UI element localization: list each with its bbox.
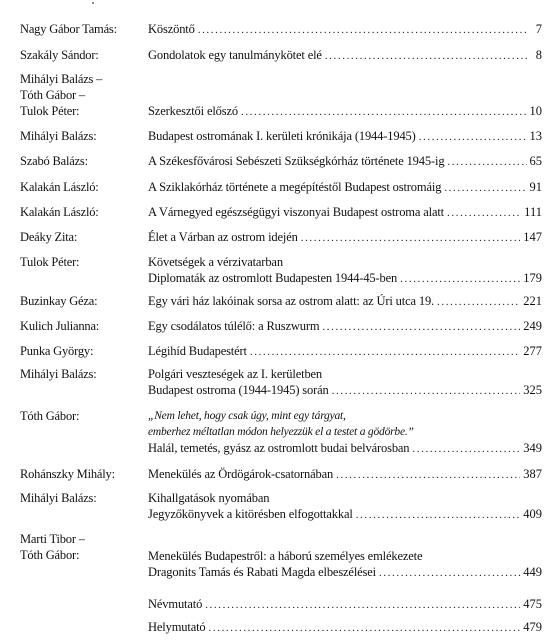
toc-title: A Sziklakórház története a megépítéstől Budapest ostromáig (148, 180, 442, 194)
toc-title: Élet a Várban az ostrom idején (148, 230, 298, 244)
toc-title: Egy vári ház lakóinak sorsa az ostrom alatt: az Úri utca 19. (148, 294, 435, 308)
author-line: Szabó Balázs: (20, 154, 88, 168)
toc-title-block (148, 366, 542, 399)
author-line: Tóth Gábor: (20, 548, 80, 562)
toc-page-number: 325 (523, 383, 542, 397)
author-line: Kalakán László: (20, 205, 99, 219)
toc-author (20, 153, 142, 169)
toc-title: Névmutató (148, 597, 203, 611)
toc-title-block (148, 21, 542, 38)
dot-leader (437, 294, 520, 310)
toc-title-block (148, 254, 542, 287)
toc-title-block (148, 103, 542, 120)
toc-page-number: 13 (529, 129, 542, 143)
toc-quote-line: emberhez méltatlan módon helyezzük el a testet a gödörbe.” (148, 426, 414, 438)
toc-author (20, 128, 142, 144)
toc-title: Budapest ostromának I. kerületi krónikája (1944-1945) (148, 129, 416, 143)
toc-author (20, 531, 142, 563)
dot-leader (379, 565, 520, 581)
toc-title: Dragonits Tamás és Rabati Magda elbeszélései (148, 565, 376, 579)
author-line: Tulok Péter: (20, 104, 80, 118)
toc-page-number: 179 (523, 271, 542, 285)
dot-leader (325, 48, 527, 64)
dot-leader (447, 205, 521, 221)
author-line: Marti Tibor – (20, 532, 85, 546)
toc-page-number: 8 (535, 48, 542, 62)
toc-page-number: 147 (523, 230, 542, 244)
toc-author (20, 21, 142, 37)
toc-subtitle: Polgári veszteségek az I. kerületben (148, 367, 323, 381)
toc-author (20, 204, 142, 220)
author-line: Mihályi Balázs: (20, 367, 97, 381)
dot-leader (209, 620, 521, 636)
toc-subtitle: Követségek a vérzivatarban (148, 255, 283, 269)
toc-title-line[interactable] (148, 153, 542, 170)
dot-leader (205, 597, 520, 613)
toc-title-line[interactable] (148, 596, 542, 613)
toc-title-block (148, 293, 542, 310)
toc-author (20, 179, 142, 195)
toc-title: Helymutató (148, 620, 206, 634)
toc-subtitle: Menekülés Budapestről: a háború személyes emlékezete (148, 549, 423, 563)
toc-page-number: 65 (529, 154, 542, 168)
toc-page-number: 409 (523, 507, 542, 521)
author-line: Kulich Julianna: (20, 319, 100, 333)
toc-title-block (148, 204, 542, 221)
toc-page-number: 10 (529, 104, 542, 118)
toc-title-block (148, 229, 542, 246)
toc-title-block (148, 596, 542, 613)
dot-leader (301, 230, 521, 246)
toc-title-block (148, 179, 542, 196)
toc-page-number: 479 (523, 620, 542, 634)
dot-leader (250, 344, 520, 360)
toc-author (20, 490, 142, 506)
toc-quote-line: „Nem lehet, hogy csak úgy, mint egy tárgyat, (148, 410, 346, 422)
author-line: Deáky Zita: (20, 230, 78, 244)
toc-title-line[interactable] (148, 343, 542, 360)
toc-title: Légihíd Budapestért (148, 344, 247, 358)
toc-page-number: 449 (523, 565, 542, 579)
toc-title-line[interactable] (148, 440, 542, 457)
author-line: Mihályi Balázs – (20, 72, 103, 86)
toc-page-number: 7 (535, 22, 542, 36)
toc-title-line[interactable] (148, 506, 542, 523)
dot-leader (336, 467, 520, 483)
toc-page-number: 111 (524, 205, 542, 219)
toc-title: Egy csodálatos túlélő: a Ruszwurm (148, 319, 320, 333)
dot-leader (356, 507, 521, 523)
toc-title-block (148, 128, 542, 145)
toc-title: Halál, temetés, gyász az ostromlott budai belvárosban (148, 441, 410, 455)
toc-page-number: 475 (523, 597, 542, 611)
author-line: Mihályi Balázs: (20, 129, 97, 143)
toc-author (20, 71, 142, 119)
author-line: Tóth Gábor: (20, 409, 80, 423)
toc-title-line[interactable] (148, 128, 542, 145)
toc-title-block (148, 548, 542, 581)
dot-leader (198, 22, 527, 38)
toc-title-line[interactable] (148, 318, 542, 335)
author-line: Tóth Gábor – (20, 88, 85, 102)
author-line: Nagy Gábor Tamás: (20, 22, 117, 36)
dot-leader (412, 441, 520, 457)
toc-title-block (148, 47, 542, 64)
toc-author (20, 343, 142, 359)
author-line: Tulok Péter: (20, 255, 80, 269)
dot-leader (332, 383, 521, 399)
toc-author (20, 318, 142, 334)
author-line: Szakály Sándor: (20, 48, 99, 62)
author-line: Mihályi Balázs: (20, 491, 97, 505)
toc-title: Budapest ostroma (1944-1945) során (148, 383, 329, 397)
toc-page-number: 221 (523, 294, 542, 308)
toc-title-block (148, 466, 542, 483)
author-line: Buzinkay Géza: (20, 294, 98, 308)
toc-title-line[interactable] (148, 382, 542, 399)
dot-leader (447, 154, 526, 170)
toc-title: A Várnegyed egészségügyi viszonyai Budapest ostroma alatt (148, 205, 445, 219)
author-line: Punka György: (20, 344, 94, 358)
toc-title-block (148, 408, 542, 457)
author-line: Kalakán László: (20, 180, 99, 194)
toc-title-line[interactable] (148, 270, 542, 287)
dot-leader (241, 104, 527, 120)
toc-page-number: 387 (523, 467, 542, 481)
toc-title-block (148, 490, 542, 523)
toc-title-line[interactable] (148, 466, 542, 483)
toc-author (20, 293, 142, 309)
toc-title-line[interactable] (148, 47, 542, 64)
toc-title: Szerkesztői előszó (148, 104, 238, 118)
toc-author (20, 408, 142, 424)
toc-title-block (148, 619, 542, 636)
toc-title-block (148, 343, 542, 360)
toc-title-line[interactable] (148, 229, 542, 246)
toc-title-line[interactable] (148, 204, 542, 221)
toc-title: Diplomaták az ostromlott Budapesten 1944-45-ben (148, 271, 398, 285)
toc-title-line[interactable] (148, 103, 542, 120)
toc-title-line[interactable] (148, 619, 542, 636)
toc-page-number: 349 (523, 441, 542, 455)
dot-leader (444, 180, 526, 196)
toc-title: Jegyzőkönyvek a kitörésben elfogottakkal (148, 507, 353, 521)
toc-title-line[interactable] (148, 179, 542, 196)
toc-page-number: 277 (523, 344, 542, 358)
toc-page-number: 91 (529, 180, 542, 194)
toc-author (20, 229, 142, 245)
toc-title: A Székesfővárosi Sebészeti Szükségkórház története 1945-ig (148, 154, 445, 168)
toc-author (20, 466, 142, 482)
author-line: Rohánszky Mihály: (20, 467, 115, 481)
toc-title: Köszöntő (148, 22, 195, 36)
toc-title-block (148, 153, 542, 170)
toc-title-line[interactable] (148, 293, 542, 310)
toc-author (20, 254, 142, 270)
toc-title: Menekülés az Ördögárok-csatornában (148, 467, 334, 481)
toc-title-line[interactable] (148, 564, 542, 581)
toc-title-block (148, 318, 542, 335)
dot-leader (400, 271, 520, 287)
toc-subtitle: Kihallgatások nyomában (148, 491, 270, 505)
toc-author (20, 366, 142, 382)
toc-page-number: 249 (523, 319, 542, 333)
toc-title: Gondolatok egy tanulmánykötet elé (148, 48, 322, 62)
dot-leader (322, 319, 520, 335)
dot-leader (419, 129, 527, 145)
scan-speck (92, 2, 94, 4)
toc-title-line[interactable] (148, 21, 542, 38)
toc-author (20, 47, 142, 63)
